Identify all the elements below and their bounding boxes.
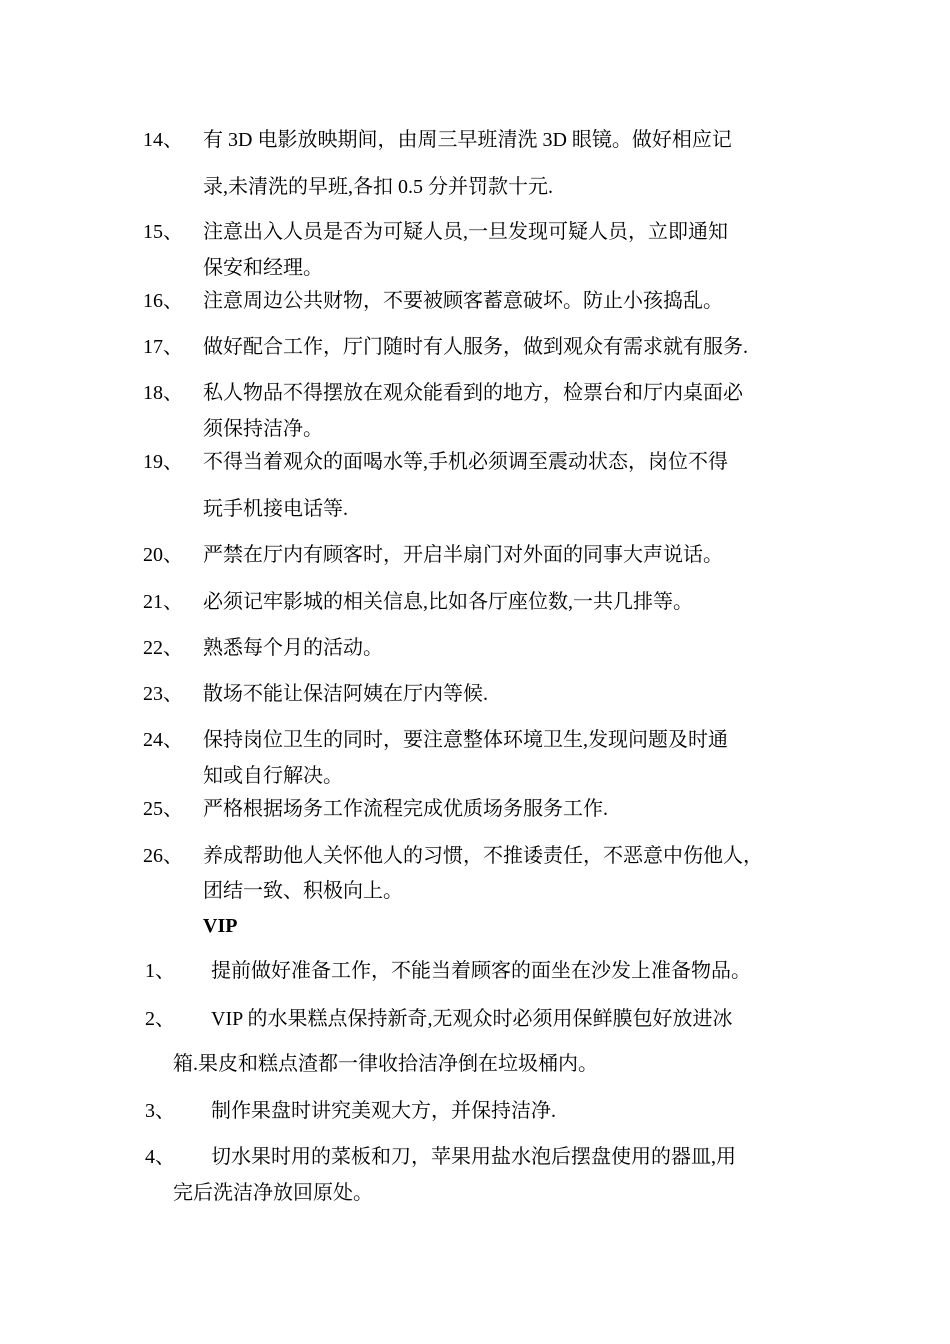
item-text: 散场不能让保洁阿姨在厅内等候.: [203, 683, 488, 705]
item-text: 提前做好准备工作，不能当着顾客的面坐在沙发上准备物品。: [211, 960, 751, 982]
item-text: 严格根据场务工作流程完成优质场务服务工作.: [203, 798, 608, 820]
item-text: 注意出入人员是否为可疑人员,一旦发现可疑人员，立即通知: [203, 221, 728, 243]
item-number: 25、: [143, 798, 183, 820]
item-number: 22、: [143, 637, 183, 659]
item-text: 完后洗洁净放回原处。: [173, 1182, 373, 1204]
item-number: 19、: [143, 451, 183, 473]
item-text: 严禁在厅内有顾客时，开启半扇门对外面的同事大声说话。: [203, 544, 723, 566]
item-text: 团结一致、积极向上。: [203, 880, 403, 902]
item-number: 24、: [143, 729, 183, 751]
item-number: 16、: [143, 290, 183, 312]
item-number: 26、: [143, 845, 183, 867]
item-text: 须保持洁净。: [203, 418, 323, 440]
item-number: 4、: [145, 1146, 175, 1168]
item-text: 做好配合工作，厅门随时有人服务，做到观众有需求就有服务.: [203, 336, 748, 358]
item-number: 14、: [143, 129, 183, 151]
item-number: 21、: [143, 591, 183, 613]
item-text: 录,未清洗的早班,各扣 0.5 分并罚款十元.: [203, 176, 553, 198]
item-text: 箱.果皮和糕点渣都一律收拾洁净倒在垃圾桶内。: [173, 1053, 598, 1075]
item-text: 有 3D 电影放映期间，由周三早班清洗 3D 眼镜。做好相应记: [203, 129, 732, 151]
vip-heading: VIP: [203, 915, 238, 937]
item-text: 熟悉每个月的活动。: [203, 637, 383, 659]
item-number: 15、: [143, 221, 183, 243]
item-text: 玩手机接电话等.: [203, 498, 348, 520]
item-text: 私人物品不得摆放在观众能看到的地方，检票台和厅内桌面必: [203, 382, 743, 404]
item-text: 切水果时用的菜板和刀，苹果用盐水泡后摆盘使用的器皿,用: [211, 1146, 736, 1168]
item-text: 养成帮助他人关怀他人的习惯，不推诿责任，不恶意中伤他人，: [203, 845, 763, 867]
item-number: 17、: [143, 336, 183, 358]
item-text: 制作果盘时讲究美观大方，并保持洁净.: [211, 1100, 556, 1122]
item-number: 20、: [143, 544, 183, 566]
item-text: 注意周边公共财物，不要被顾客蓄意破坏。防止小孩捣乱。: [203, 290, 723, 312]
item-text: VIP 的水果糕点保持新奇,无观众时必须用保鲜膜包好放进冰: [211, 1008, 733, 1030]
item-text: 保安和经理。: [203, 257, 323, 279]
item-number: 1、: [145, 960, 175, 982]
item-number: 18、: [143, 382, 183, 404]
item-text: 必须记牢影城的相关信息,比如各厅座位数,一共几排等。: [203, 591, 693, 613]
item-number: 3、: [145, 1100, 175, 1122]
item-number: 23、: [143, 683, 183, 705]
item-number: 2、: [145, 1008, 175, 1030]
item-text: 不得当着观众的面喝水等,手机必须调至震动状态，岗位不得: [203, 451, 728, 473]
item-text: 保持岗位卫生的同时，要注意整体环境卫生,发现问题及时通: [203, 729, 728, 751]
item-text: 知或自行解决。: [203, 765, 343, 787]
